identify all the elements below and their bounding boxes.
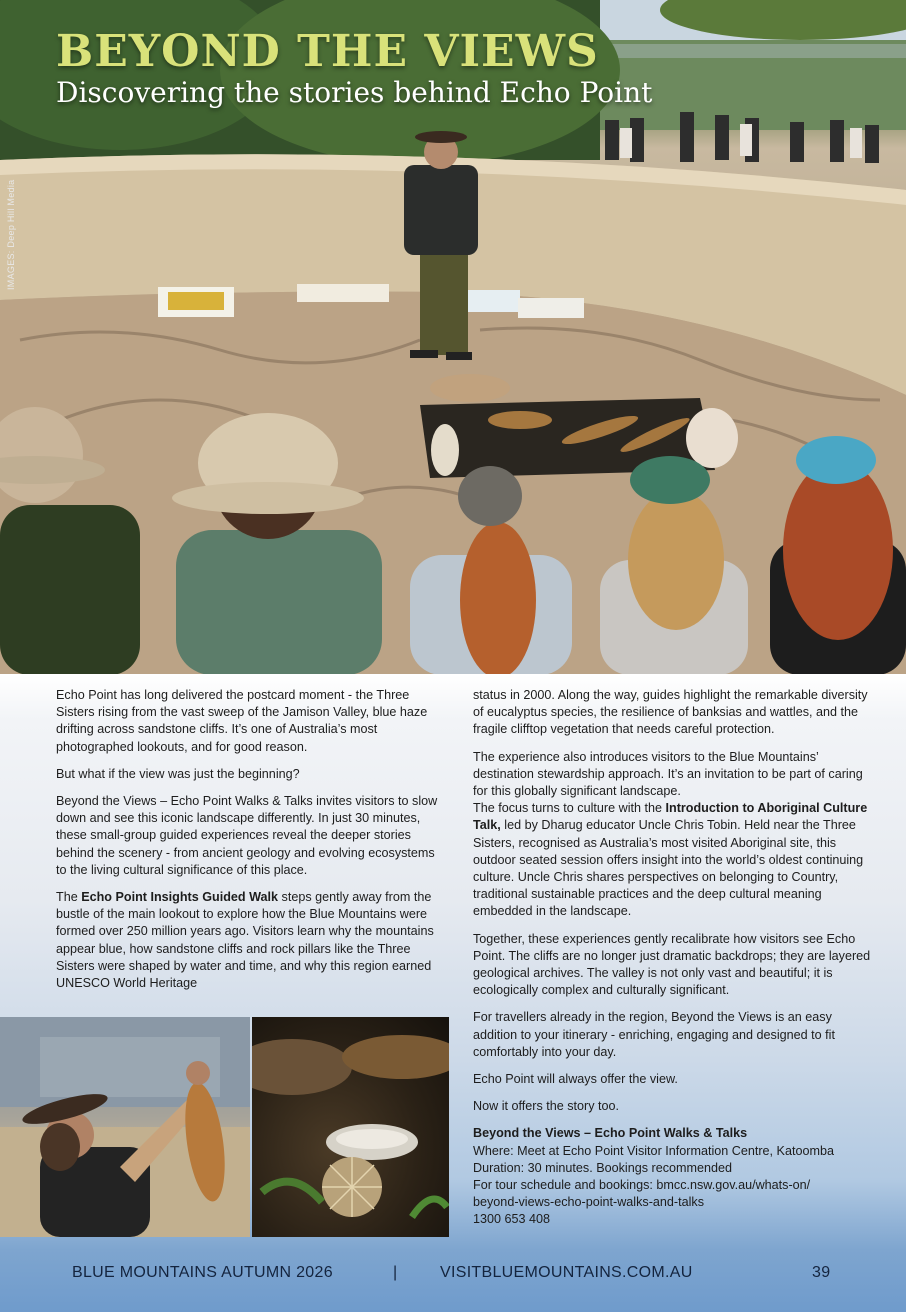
photo-artefacts: [252, 1017, 449, 1237]
website-link[interactable]: VISITBLUEMOUNTAINS.COM.AU: [440, 1264, 693, 1281]
info-bookings-link-cont[interactable]: beyond-views-echo-point-walks-and-talks: [473, 1195, 704, 1210]
paragraph: Now it offers the story too.: [473, 1099, 620, 1114]
text-run: The focus turns to culture with the: [473, 801, 666, 816]
walk-name-bold: Echo Point Insights Guided Walk: [81, 890, 279, 905]
text-run: The: [56, 890, 82, 905]
paragraph: For travellers already in the region, Beyond the Views is an easy addition to your itinerary - enriching, engaging and designed to fit comfortably into your day.: [473, 1010, 835, 1059]
paragraph: The experience also introduces visitors to the Blue Mountains’ destination stewardship approach. It’s an invitation to be part of caring for this globally significant landscape.: [473, 749, 863, 799]
info-duration: Duration: 30 minutes. Bookings recommended: [473, 1160, 733, 1175]
paragraph: Together, these experiences gently recalibrate how visitors see Echo Point. The cliffs are no longer just dramatic backdrops; they are layered geological archives. The valley is not only vast and beautiful; it is ecologically complex and culturally significant.: [473, 931, 871, 998]
paragraph: Beyond the Views – Echo Point Walks & Talks invites visitors to slow down and see this iconic landscape differently. In just 30 minutes, these small-group guided experiences reveal the deeper stories behind the scenery - from ancient geology and evolving ecosystems to the living cultural significance of this place.: [56, 794, 438, 877]
info-box: [473, 1125, 877, 1228]
page-subtitle: Discovering the stories behind Echo Point: [56, 76, 653, 109]
paragraph: But what if the view was just the beginning?: [56, 766, 300, 781]
magazine-issue: BLUE MOUNTAINS AUTUMN 2026: [72, 1264, 333, 1281]
talk-name-bold: Introduction to Aboriginal Culture Talk,: [473, 801, 868, 833]
paragraph: [56, 889, 438, 992]
page-title: BEYOND THE VIEWS: [56, 26, 599, 77]
footer-separator: |: [393, 1264, 398, 1281]
article-column-right: [473, 687, 877, 1229]
info-heading: Beyond the Views – Echo Point Walks & Talks: [473, 1126, 748, 1141]
photo-presenter: [0, 1017, 250, 1237]
photo-presenter-illustration: [0, 1017, 250, 1237]
photo-artefacts-illustration: [252, 1017, 449, 1237]
text-run: led by Dharug educator Uncle Chris Tobin. Held near the Three Sisters, recognised as Australia’s most visited Aboriginal site, this outdoor seated session offers insight into the world’s oldest continuing culture. Uncle Chris shares perspectives on belonging to Country, traditional sustainable practices and the deep cultural meaning embedded in the landscape.: [473, 818, 864, 919]
page-number: 39: [812, 1264, 831, 1281]
paragraph: status in 2000. Along the way, guides highlight the remarkable diversity of eucalyptus species, the resilience of banksias and wattles, and the fragile clifftop vegetation that needs careful protection.: [473, 688, 868, 737]
text-run: steps gently away from the bustle of the main lookout to explore how the Blue Mountains were formed over 250 million years ago. Visitors learn why the mountains appear blue, how sandstone cliffs and rock pillars like the Three Sisters were shaped by water and time, and why this region earned UNESCO World Heritage: [56, 890, 434, 991]
info-where: Where: Meet at Echo Point Visitor Information Centre, Katoomba: [473, 1143, 834, 1158]
info-phone: 1300 653 408: [473, 1212, 551, 1227]
info-bookings-link[interactable]: For tour schedule and bookings: bmcc.nsw.gov.au/whats-on/: [473, 1178, 811, 1193]
article-column-left: [56, 687, 438, 1002]
page-footer: [0, 1240, 906, 1312]
paragraph: Echo Point will always offer the view.: [473, 1072, 678, 1087]
image-credit: IMAGES: Deep Hill Media: [6, 179, 16, 290]
paragraph: [473, 800, 877, 920]
paragraph: Echo Point has long delivered the postcard moment - the Three Sisters rising from the vast sweep of the Jamison Valley, blue haze drifting across sandstone cliffs. It’s one of Australia’s most photographed lookouts, and for good reason.: [56, 688, 428, 754]
